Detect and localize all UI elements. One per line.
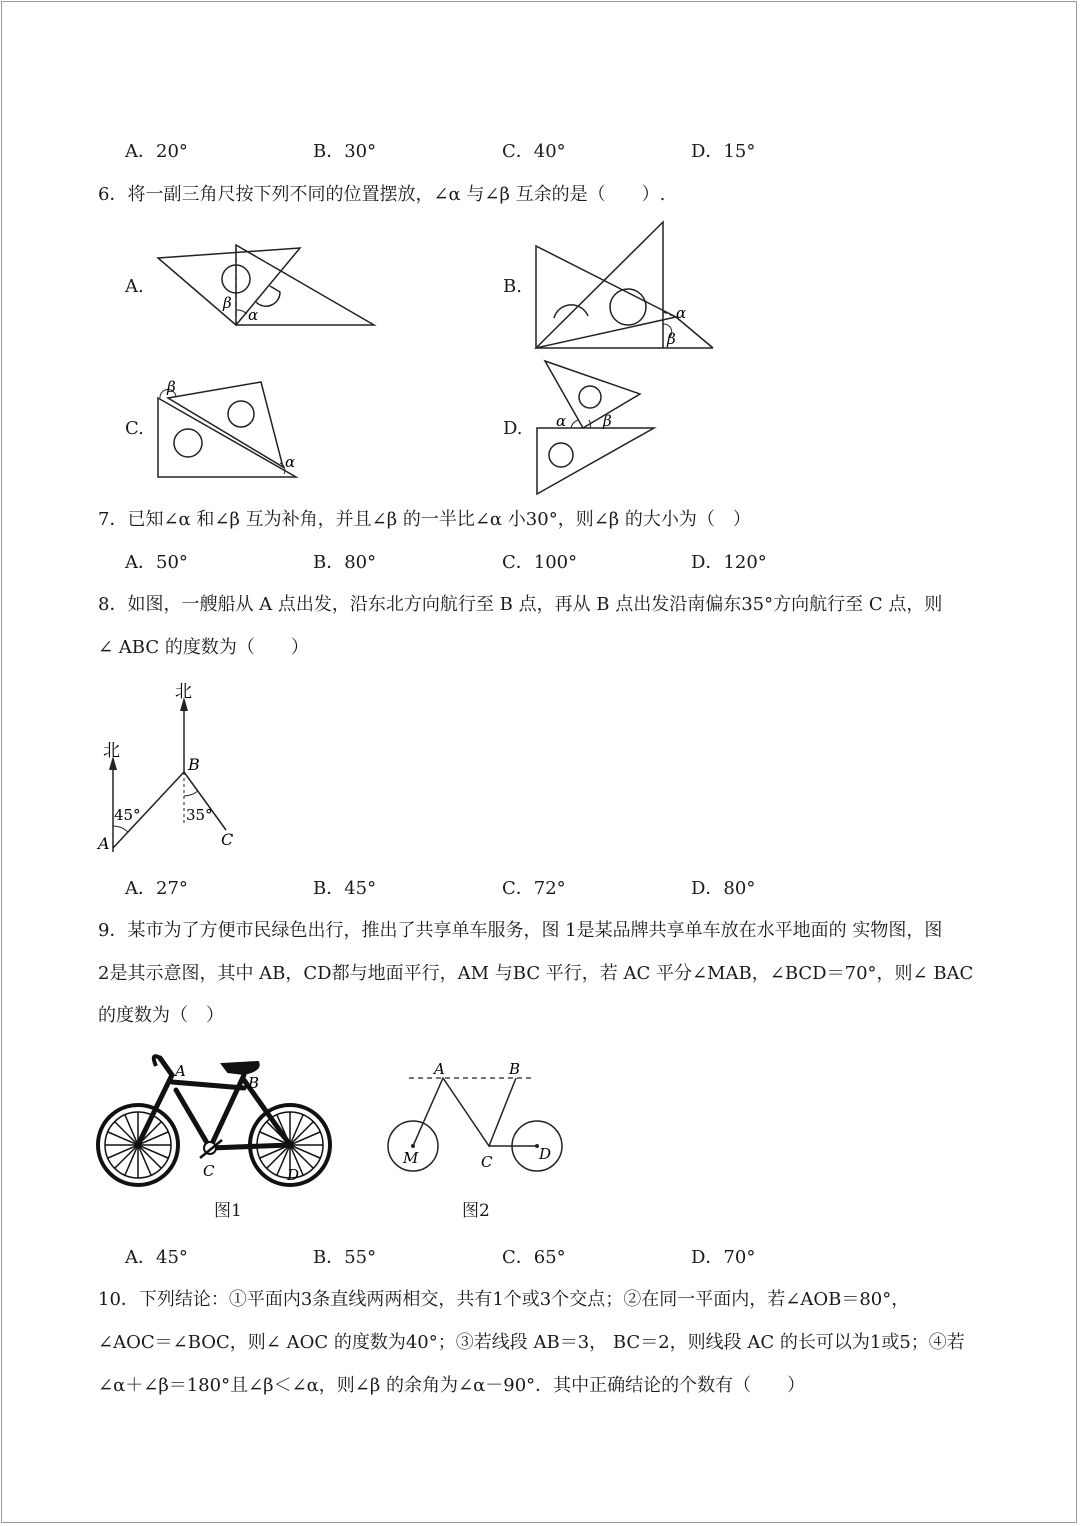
q9-fig2-label-c: C — [481, 1153, 493, 1171]
q8-label-a: A — [98, 834, 110, 853]
q6-figure-d — [530, 355, 660, 500]
q6-figure-c — [150, 372, 310, 484]
q8-option-b[interactable]: B．45° — [313, 878, 377, 899]
q8-label-c: C — [221, 830, 234, 849]
q8-option-d[interactable]: D．80° — [691, 878, 756, 899]
q7-option-c[interactable]: C．100° — [502, 552, 578, 573]
q5-option-b[interactable]: B．30° — [313, 141, 377, 162]
q9-fig1-label-d: D — [287, 1166, 300, 1184]
q8-figure — [95, 678, 245, 856]
q8-angle-45: 45° — [114, 806, 141, 824]
q8-north-right: 北 — [175, 682, 192, 702]
q6-label-b[interactable]: B. — [503, 276, 522, 297]
q10-line2: ∠AOC＝∠BOC，则∠ AOC 的度数为40°；③若线段 AB＝3， BC＝2，则线段 AC 的长可以为1或5；④若 — [98, 1332, 965, 1353]
q9-fig2-label-m: M — [403, 1149, 419, 1167]
q6-label-a[interactable]: A. — [125, 276, 144, 297]
q9-stem-line3: 的度数为（ ） — [98, 1005, 224, 1026]
q9-fig2-label-d: D — [539, 1145, 552, 1163]
q6b-alpha: α — [676, 304, 687, 322]
q6a-alpha: α — [248, 306, 259, 324]
q5-option-d[interactable]: D．15° — [691, 141, 756, 162]
q10-line1: 10．下列结论：①平面内3条直线两两相交，共有1个或3个交点；②在同一平面内，若∠AOB＝80°， — [98, 1289, 910, 1310]
q9-option-a[interactable]: A．45° — [125, 1247, 188, 1268]
q6-label-c[interactable]: C. — [125, 418, 144, 439]
q5-option-c[interactable]: C．40° — [502, 141, 566, 162]
q6d-beta: β — [603, 412, 612, 430]
q9-stem-line2: 2是其示意图，其中 AB，CD都与地面平行，AM 与BC 平行，若 AC 平分∠MAB，∠BCD＝70°，则∠ BAC — [98, 963, 974, 984]
q9-stem-line1: 9．某市为了方便市民绿色出行，推出了共享单车服务，图 1是某品牌共享单车放在水平地面的 实物图，图 — [98, 920, 943, 941]
q6-figure-a — [150, 238, 390, 338]
q8-stem-line2: ∠ ABC 的度数为（ ） — [98, 637, 309, 658]
q8-option-c[interactable]: C．72° — [502, 878, 566, 899]
q9-fig2-caption: 图2 — [462, 1201, 490, 1221]
q6b-beta: β — [667, 330, 676, 348]
q9-option-c[interactable]: C．65° — [502, 1247, 566, 1268]
q7-option-d[interactable]: D．120° — [691, 552, 767, 573]
q8-stem-line1: 8．如图，一艘船从 A 点出发，沿东北方向航行至 B 点，再从 B 点出发沿南偏东35°方向航行至 C 点，则 — [98, 594, 943, 615]
q8-north-left: 北 — [103, 741, 120, 761]
q9-option-b[interactable]: B．55° — [313, 1247, 377, 1268]
q9-fig2-label-a: A — [434, 1060, 445, 1078]
q7-option-b[interactable]: B．80° — [313, 552, 377, 573]
q9-schematic-figure — [380, 1055, 575, 1180]
q8-option-a[interactable]: A．27° — [125, 878, 188, 899]
q7-option-a[interactable]: A．50° — [125, 552, 188, 573]
q9-option-d[interactable]: D．70° — [691, 1247, 756, 1268]
q9-fig1-caption: 图1 — [214, 1201, 242, 1221]
q6d-alpha: α — [556, 412, 567, 430]
q5-option-a[interactable]: A．20° — [125, 141, 188, 162]
q7-stem: 7．已知∠α 和∠β 互为补角，并且∠β 的一半比∠α 小30°，则∠β 的大小为（ ） — [98, 509, 751, 530]
q9-fig1-label-b: B — [248, 1074, 260, 1092]
q6-stem: 6．将一副三角尺按下列不同的位置摆放，∠α 与∠β 互余的是（ ）. — [98, 184, 666, 205]
q6-label-d[interactable]: D. — [503, 418, 523, 439]
q6a-beta: β — [223, 294, 232, 312]
q8-angle-35: 35° — [186, 806, 213, 824]
q6-figure-b — [530, 218, 720, 353]
q8-label-b: B — [188, 755, 200, 774]
q10-line3: ∠α＋∠β＝180°且∠β＜∠α，则∠β 的余角为∠α－90°．其中正确结论的个数有（ ） — [98, 1375, 806, 1396]
q9-fig2-label-b: B — [509, 1060, 521, 1078]
q9-fig1-label-c: C — [203, 1162, 215, 1180]
q6c-alpha: α — [285, 453, 296, 471]
q6c-beta: β — [167, 378, 176, 396]
q9-fig1-label-a: A — [175, 1062, 186, 1080]
q9-bicycle-figure — [95, 1048, 335, 1190]
